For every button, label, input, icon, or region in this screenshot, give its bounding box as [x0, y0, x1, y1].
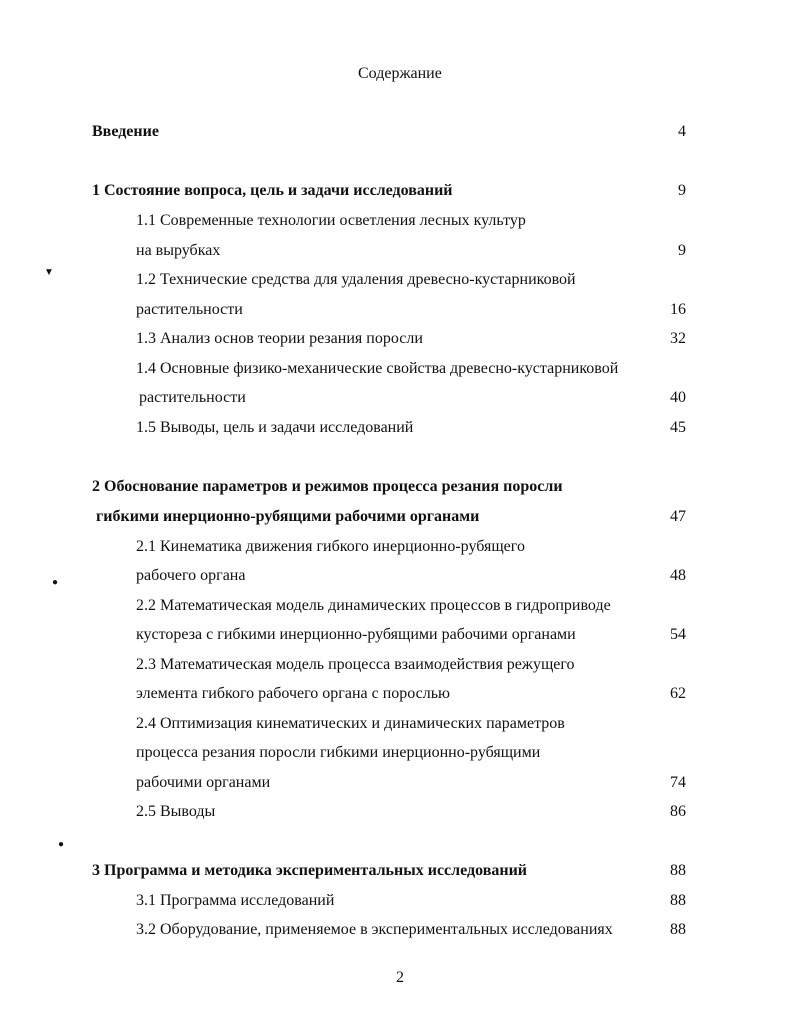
toc-ch2-line2[interactable]: гибкими инерционно-рубящими рабочими органами — [96, 508, 480, 525]
toc-3-2-line1[interactable]: 3.2 Оборудование, применяемое в экспериментальных исследованиях — [136, 921, 613, 938]
toc-2-1-page: 48 — [670, 567, 686, 584]
toc-2-3-line2[interactable]: элемента гибкого рабочего органа с порослью — [136, 685, 450, 702]
toc-1-2-line1[interactable]: 1.2 Технические средства для удаления древесно-кустарниковой — [136, 271, 576, 288]
toc-ch2-page: 47 — [670, 508, 686, 525]
toc-1-3-page: 32 — [670, 330, 686, 347]
toc-2-2-line1[interactable]: 2.2 Математическая модель динамических процессов в гидроприводе — [136, 597, 611, 614]
page-number: 2 — [396, 969, 404, 986]
toc-1-2-line2[interactable]: растительности — [136, 301, 243, 318]
toc-1-4-page: 40 — [670, 389, 686, 406]
toc-2-5-page: 86 — [670, 803, 686, 820]
toc-3-1-page: 88 — [670, 892, 686, 909]
toc-2-3-page: 62 — [670, 685, 686, 702]
scan-mark-dot: ● — [58, 839, 65, 850]
toc-intro-page: 4 — [678, 123, 686, 140]
toc-ch1-page: 9 — [678, 182, 686, 199]
toc-ch2-line1[interactable]: 2 Обоснование параметров и режимов процесса резания поросли — [92, 478, 563, 495]
toc-2-4-page: 74 — [670, 774, 686, 791]
toc-1-5-page: 45 — [670, 419, 686, 436]
toc-1-4-line1[interactable]: 1.4 Основные физико-механические свойства древесно-кустарниковой — [136, 360, 619, 377]
toc-1-1-page: 9 — [678, 242, 686, 259]
toc-2-3-line1[interactable]: 2.3 Математическая модель процесса взаимодействия режущего — [136, 656, 575, 673]
page-title: Содержание — [358, 65, 442, 82]
toc-2-1-line1[interactable]: 2.1 Кинематика движения гибкого инерционно-рубящего — [136, 538, 525, 555]
toc-1-5-line1[interactable]: 1.5 Выводы, цель и задачи исследований — [136, 419, 414, 436]
scan-mark-dot: ● — [52, 577, 59, 588]
toc-2-5-line1[interactable]: 2.5 Выводы — [136, 803, 216, 820]
toc-1-2-page: 16 — [670, 301, 686, 318]
toc-1-1-line2[interactable]: на вырубках — [136, 242, 221, 259]
toc-1-1-line1[interactable]: 1.1 Современные технологии осветления лесных культур — [136, 212, 526, 229]
toc-2-1-line2[interactable]: рабочего органа — [136, 567, 246, 584]
scan-mark-triangle: ▼ — [44, 267, 54, 278]
toc-2-2-line2[interactable]: кустореза с гибкими инерционно-рубящими рабочими органами — [136, 626, 576, 643]
toc-ch3-label[interactable]: 3 Программа и методика экспериментальных исследований — [92, 862, 528, 879]
toc-ch1-label[interactable]: 1 Состояние вопроса, цель и задачи исследований — [92, 182, 453, 199]
toc-ch3-page: 88 — [670, 862, 686, 879]
toc-intro-label[interactable]: Введение — [92, 123, 159, 140]
toc-2-2-page: 54 — [670, 626, 686, 643]
toc-3-1-line1[interactable]: 3.1 Программа исследований — [136, 892, 335, 909]
toc-1-4-line2[interactable]: растительности — [139, 389, 246, 406]
toc-2-4-line3[interactable]: рабочими органами — [136, 774, 271, 791]
toc-1-3-line1[interactable]: 1.3 Анализ основ теории резания поросли — [136, 330, 423, 347]
toc-2-4-line1[interactable]: 2.4 Оптимизация кинематических и динамических параметров — [136, 715, 565, 732]
toc-2-4-line2[interactable]: процесса резания поросли гибкими инерционно-рубящими — [136, 744, 541, 761]
toc-3-2-page: 88 — [670, 921, 686, 938]
